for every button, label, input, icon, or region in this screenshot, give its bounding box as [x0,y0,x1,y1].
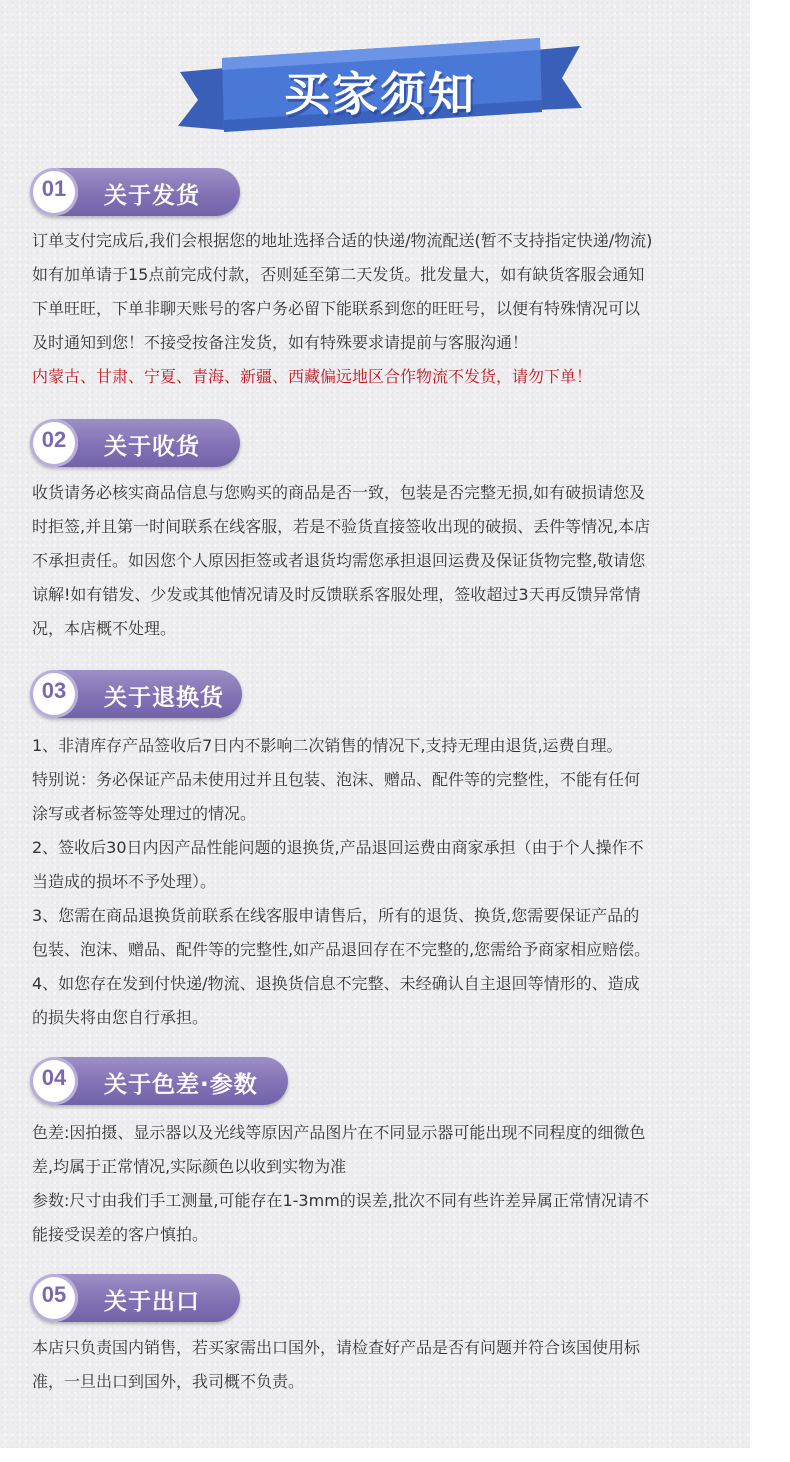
body-line: 不承担责任。如因您个人原因拒签或者退货均需您承担退回运费及保证货物完整,敬请您 [32,551,646,570]
section-number: 05 [41,1282,67,1307]
body-line: 准，一旦出口到国外，我司概不负责。 [32,1372,305,1391]
body-line: 及时通知到您！不接受按备注发货，如有特殊要求请提前与客服沟通！ [32,333,529,352]
section-body-color-params [32,1116,732,1252]
section-number: 02 [41,427,67,452]
shipping-warning: 内蒙古、甘肃、宁夏、青海、新疆、西藏偏远地区合作物流不发货，请勿下单！ [32,367,593,386]
body-line: 的损失将由您自行承担。 [32,1008,209,1027]
body-line: 4、如您存在发到付快递/物流、退换货信息不完整、未经确认自主退回等情形的、造成 [32,974,640,993]
body-line: 特别说：务必保证产品未使用过并且包装、泡沫、赠品、配件等的完整性，不能有任何 [32,770,641,789]
body-line: 收货请务必核实商品信息与您购买的商品是否一致，包装是否完整无损,如有破损请您及 [32,483,646,502]
body-line: 差,均属于正常情况,实际颜色以收到实物为准 [32,1157,347,1176]
section-title: 关于退换货 [104,685,224,711]
section-body-receiving [32,476,732,646]
body-line: 3、您需在商品退换货前联系在线客服申请售后，所有的退货、换货,您需要保证产品的 [32,906,640,925]
body-line: 色差:因拍摄、显示器以及光线等原因产品图片在不同显示器可能出现不同程度的细微色 [32,1123,646,1142]
body-line: 下单旺旺，下单非聊天账号的客户务必留下能联系到您的旺旺号，以便有特殊情况可以 [32,299,641,318]
section-body-export [32,1331,732,1399]
body-line: 订单支付完成后,我们会根据您的地址选择合适的快递/物流配送(暂不支持指定快递/物流) [32,231,653,250]
section-body-returns [32,729,732,1035]
title-ribbon [170,28,590,138]
section-title: 关于出口 [104,1289,200,1315]
page-title: 买家须知 [284,67,476,121]
body-line: 况，本店概不处理。 [32,619,177,638]
body-line: 能接受误差的客户慎拍。 [32,1225,209,1244]
section-title: 关于收货 [104,434,200,460]
body-line: 涂写或者标签等处理过的情况。 [32,804,257,823]
section-body-shipping [32,224,732,394]
body-line: 包装、泡沫、赠品、配件等的完整性,如产品退回存在不完整的,您需给予商家相应赔偿。 [32,940,651,959]
section-title: 关于发货 [104,183,200,209]
body-line: 参数:尺寸由我们手工测量,可能存在1-3mm的误差,批次不同有些许差异属正常情况请不 [32,1191,649,1210]
body-line: 如有加单请于15点前完成付款，否则延至第二天发货。批发量大，如有缺货客服会通知 [32,265,645,284]
body-line: 本店只负责国内销售，若买家需出口国外，请检查好产品是否有问题并符合该国使用标 [32,1338,641,1357]
body-line: 时拒签,并且第一时间联系在线客服，若是不验货直接签收出现的破损、丢件等情况,本店 [32,517,651,536]
section-number: 03 [41,678,67,703]
body-line: 1、非清库存产品签收后7日内不影响二次销售的情况下,支持无理由退货,运费自理。 [32,736,623,755]
body-line: 2、签收后30日内因产品性能问题的退换货,产品退回运费由商家承担（由于个人操作不 [32,838,644,857]
body-line: 谅解!如有错发、少发或其他情况请及时反馈联系客服处理，签收超过3天再反馈异常情 [32,585,641,604]
section-title: 关于色差·参数 [104,1072,258,1098]
section-number: 04 [41,1065,67,1090]
body-line: 当造成的损坏不予处理）。 [32,872,217,891]
section-number: 01 [41,176,67,201]
